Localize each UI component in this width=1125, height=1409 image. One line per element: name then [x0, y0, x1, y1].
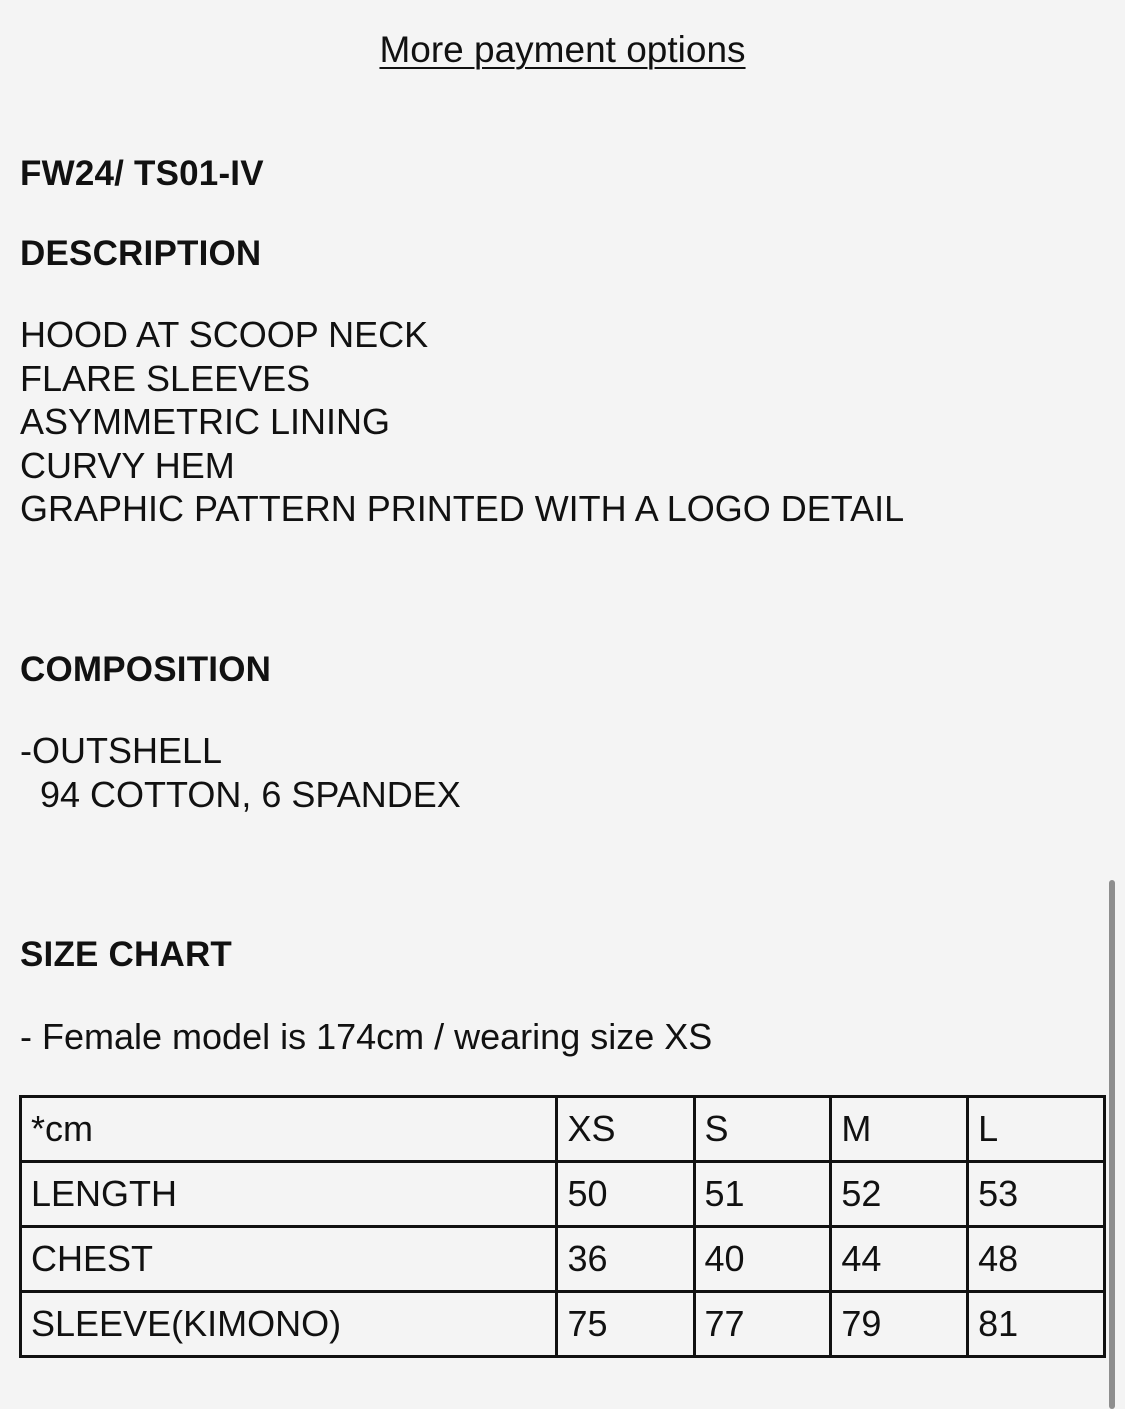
- table-row: [21, 1292, 1105, 1357]
- description-line: FLARE SLEEVES: [20, 357, 311, 399]
- table-cell: 53: [968, 1162, 1105, 1227]
- description-line: ASYMMETRIC LINING: [20, 401, 391, 442]
- composition-material: 94 COTTON, 6 SPANDEX: [40, 773, 461, 815]
- table-header-cell: *cm: [21, 1097, 557, 1162]
- table-cell: 52: [831, 1162, 968, 1227]
- table-cell: 40: [694, 1227, 831, 1292]
- table-cell: 44: [831, 1227, 968, 1292]
- table-header-cell: M: [831, 1097, 968, 1162]
- model-size-note: - Female model is 174cm / wearing size XS: [20, 1016, 713, 1057]
- more-payment-options-link[interactable]: More payment options: [379, 29, 746, 70]
- table-cell: 50: [557, 1162, 694, 1227]
- description-list: [20, 313, 904, 531]
- product-code: FW24/ TS01-IV: [20, 154, 264, 193]
- description-heading: DESCRIPTION: [20, 234, 262, 273]
- table-cell: 81: [968, 1292, 1105, 1357]
- size-chart-table: [19, 1095, 1106, 1358]
- description-line: CURVY HEM: [20, 444, 235, 486]
- table-cell: 79: [831, 1292, 968, 1357]
- composition-heading: COMPOSITION: [20, 650, 272, 689]
- composition-details: [20, 729, 461, 816]
- table-cell: 48: [968, 1227, 1105, 1292]
- table-cell: CHEST: [21, 1227, 557, 1292]
- table-cell: 36: [557, 1227, 694, 1292]
- vertical-scrollbar[interactable]: [1109, 880, 1115, 1409]
- table-row: [21, 1162, 1105, 1227]
- table-cell: 51: [694, 1162, 831, 1227]
- composition-part: -OUTSHELL: [20, 730, 223, 771]
- table-header-cell: S: [694, 1097, 831, 1162]
- table-header-cell: L: [968, 1097, 1105, 1162]
- table-cell: 75: [557, 1292, 694, 1357]
- table-row: [21, 1227, 1105, 1292]
- table-header-row: [21, 1097, 1105, 1162]
- description-line: HOOD AT SCOOP NECK: [20, 314, 429, 355]
- description-line: GRAPHIC PATTERN PRINTED WITH A LOGO DETAIL: [20, 488, 905, 529]
- size-chart-heading: SIZE CHART: [20, 935, 232, 974]
- table-cell: LENGTH: [21, 1162, 557, 1227]
- table-header-cell: XS: [557, 1097, 694, 1162]
- table-cell: SLEEVE(KIMONO): [21, 1292, 557, 1357]
- table-cell: 77: [694, 1292, 831, 1357]
